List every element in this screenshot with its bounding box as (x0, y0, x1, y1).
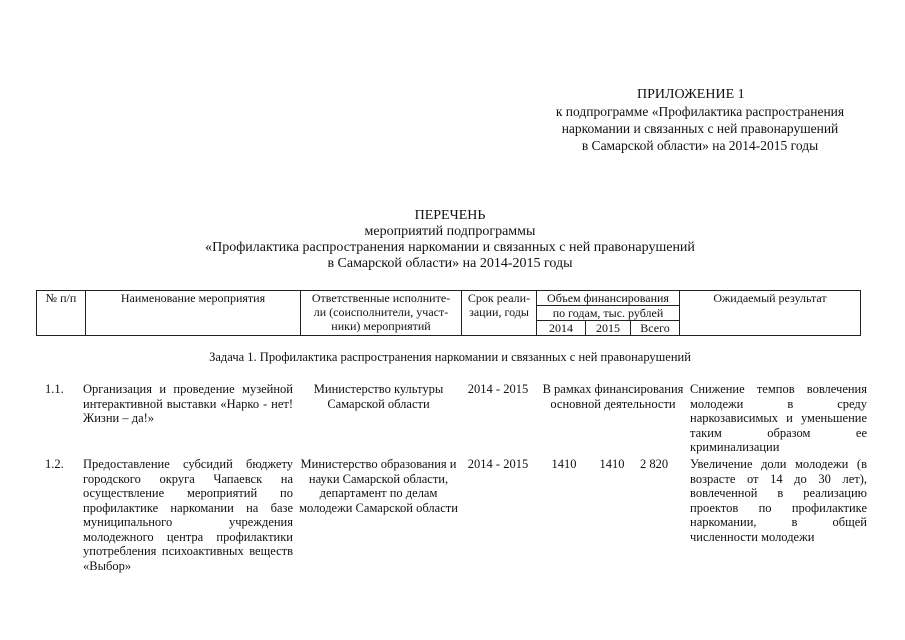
row-financing-text: В рамках финансирования основной деятельности (542, 382, 684, 411)
header-fin: Объем финансирования (537, 291, 680, 306)
row-name: Организация и проведение музейной интерактивной выставки «Нарко - нет! Жизни – да!» (83, 382, 293, 425)
row-fin-2014: 1410 (551, 457, 577, 471)
appendix-line: к подпрограмме «Профилактика распространения (555, 104, 845, 119)
title-line: в Самарской области» на 2014-2015 годы (327, 256, 573, 271)
header-total: Всего (631, 321, 680, 336)
header-org (301, 291, 462, 336)
title-line: ПЕРЕЧЕНЬ (414, 208, 486, 223)
header-year-2015: 2015 (586, 321, 631, 336)
row-number: 1.2. (45, 457, 64, 471)
title-line: мероприятий подпрограммы (364, 224, 536, 239)
header-fin-sub: по годам, тыс. рублей (537, 306, 680, 321)
header-org-line: ники) мероприятий (331, 319, 431, 333)
row-fin-total: 2 820 (639, 457, 669, 471)
document-title (150, 208, 750, 272)
header-org-line: ли (соисполнители, участ- (313, 305, 449, 319)
header-term (462, 291, 537, 336)
appendix-heading: ПРИЛОЖЕНИЕ 1 (637, 87, 745, 102)
task-heading: Задача 1. Профилактика распространения наркомании и связанных с ней правонарушений (209, 350, 691, 364)
header-result: Ожидаемый результат (680, 291, 861, 336)
header-name: Наименование мероприятия (86, 291, 301, 336)
header-year-2014: 2014 (537, 321, 586, 336)
row-fin-2015: 1410 (599, 457, 625, 471)
row-organization: Министерство образования и науки Самарской области, департамент по делам молодежи Самарской области (299, 457, 458, 515)
appendix-line: наркомании и связанных с ней правонарушений (561, 121, 839, 136)
row-organization: Министерство культуры Самарской области (313, 382, 444, 411)
appendix-line: в Самарской области» на 2014-2015 годы (581, 138, 819, 153)
header-num: № п/п (37, 291, 86, 336)
row-name: Предоставление субсидий бюджету городского округа Чапаевск на осуществление мероприятий по профилактике наркомании на базе муниципального учреждения молодежного центра профилактики употребления психоактивных веществ «Выбор» (83, 457, 293, 573)
header-org-line: Ответственные исполните- (311, 291, 451, 305)
title-line: «Профилактика распространения наркомании и связанных с ней правонарушений (205, 240, 695, 255)
row-term: 2014 - 2015 (467, 457, 529, 471)
header-term-line: зации, годы (469, 305, 529, 319)
row-result: Снижение темпов вовлечения молодежи в среду наркозависимых и уменьшение таким образом ее криминализации (690, 382, 867, 454)
row-number: 1.1. (45, 382, 64, 396)
header-term-line: Срок реали- (467, 291, 531, 305)
row-term: 2014 - 2015 (467, 382, 529, 396)
table-header (36, 290, 861, 336)
row-result: Увеличение доли молодежи (в возрасте от 14 до 30 лет), вовлеченной в реализацию проектов по профилактике наркомании, в общей численности молодежи (690, 457, 867, 544)
appendix-block (520, 86, 880, 154)
